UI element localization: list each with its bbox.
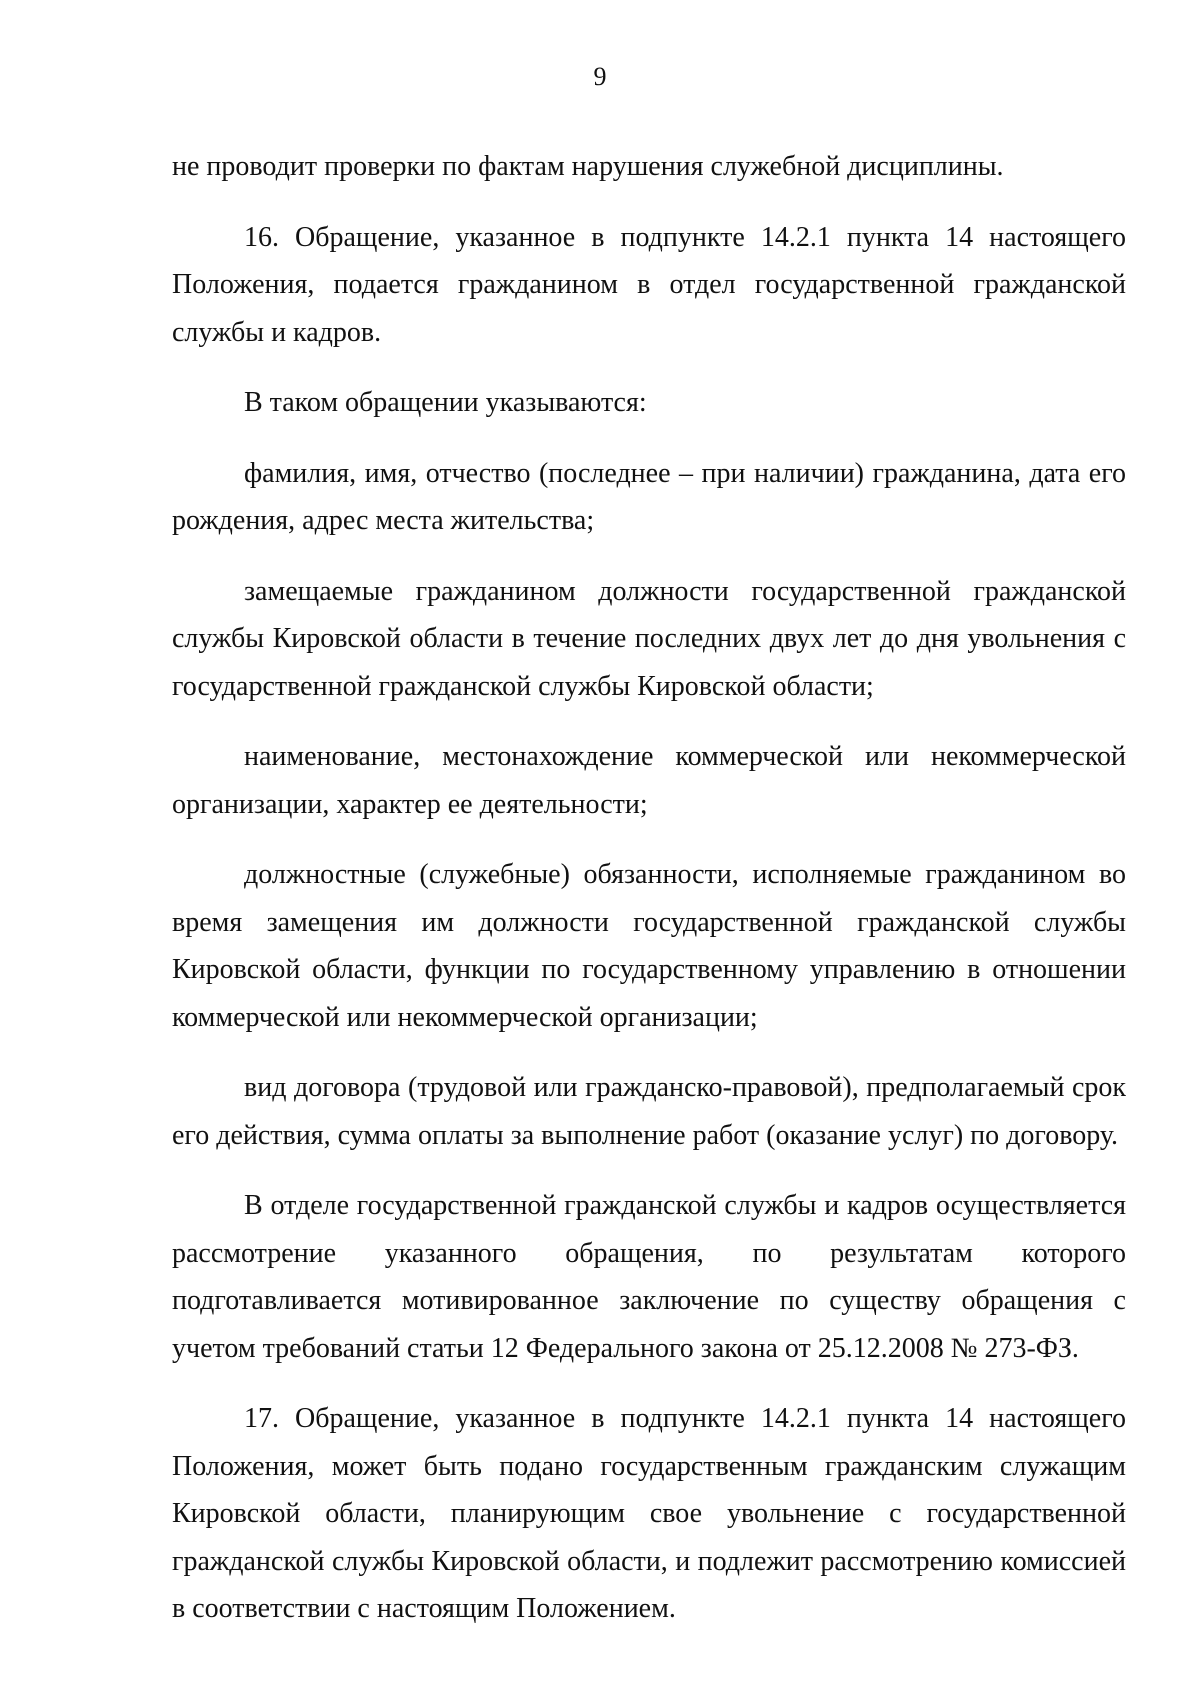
paragraph-continuation: не проводит проверки по фактам нарушения служебной дисциплины. <box>172 151 1004 182</box>
paragraph-item-17: 17. Обращение, указанное в подпункте 14.2.1 пункта 14 настоящего Положения, может быть подано государственным гражданским служащим Кировской области, планирующим свое увольнение с государственной гражданской службы Кировской области, и подлежит рассмотрению комиссией в соответствии с настоящим Положением. <box>172 1403 1126 1624</box>
paragraph-item-16: 16. Обращение, указанное в подпункте 14.2.1 пункта 14 настоящего Положения, подается гражданином в отдел государственной гражданской службы и кадров. <box>172 221 1126 348</box>
paragraph-list-item: вид договора (трудовой или гражданско-правовой), предполагаемый срок его действия, сумма оплаты за выполнение работ (оказание услуг) по договору. <box>172 1072 1126 1151</box>
paragraph-review: В отделе государственной гражданской службы и кадров осуществляется рассмотрение указанного обращения, по результатам которого подготавливается мотивированное заключение по существу обращения с учетом требований статьи 12 Федерального закона от 25.12.2008 № 273-ФЗ. <box>172 1190 1126 1364</box>
document-body <box>172 143 1126 1633</box>
paragraph-list-item: фамилия, имя, отчество (последнее – при наличии) гражданина, дата его рождения, адрес места жительства; <box>172 457 1126 536</box>
paragraph-list-item: наименование, местонахождение коммерческой или некоммерческой организации, характер ее деятельности; <box>172 741 1126 820</box>
paragraph-list-intro: В таком обращении указываются: <box>244 387 647 418</box>
page-number: 9 <box>593 62 607 91</box>
paragraph-list-item: замещаемые гражданином должности государственной гражданской службы Кировской области в течение последних двух лет до дня увольнения с государственной гражданской службы Кировской области; <box>172 575 1126 702</box>
paragraph-list-item: должностные (служебные) обязанности, исполняемые гражданином во время замещения им должности государственной гражданской службы Кировской области, функции по государственному управлению в отношении коммерческой или некоммерческой организации; <box>172 859 1126 1033</box>
